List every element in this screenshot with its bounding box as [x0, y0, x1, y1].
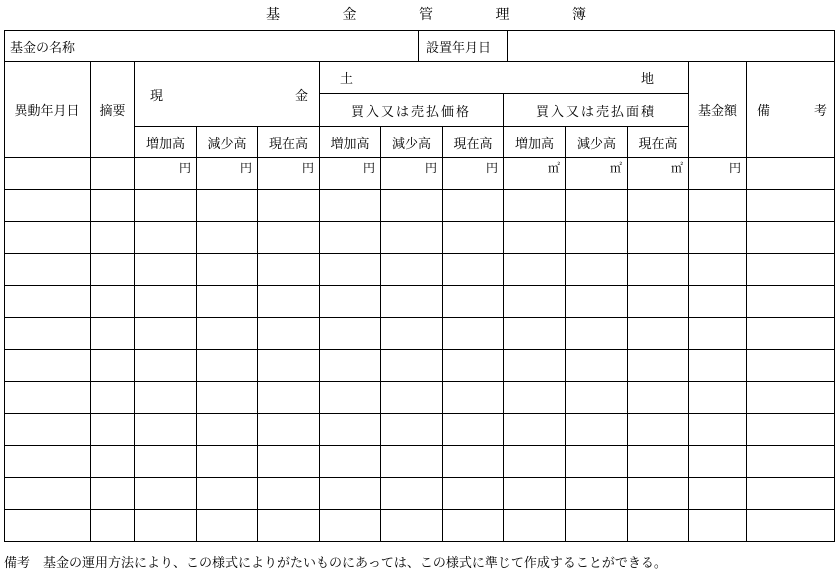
table-cell[interactable] — [135, 254, 196, 285]
table-cell[interactable] — [258, 350, 319, 381]
table-bottom-border — [4, 541, 835, 542]
fund-name-field[interactable] — [91, 31, 418, 61]
table-cell[interactable] — [628, 222, 688, 253]
grid-line — [746, 61, 747, 542]
row-line — [4, 477, 835, 478]
subheader-cell: 現在高 — [638, 136, 678, 152]
table-cell[interactable] — [381, 286, 442, 317]
subheader-cell: 現在高 — [268, 136, 308, 152]
table-cell[interactable] — [443, 190, 503, 221]
table-cell[interactable] — [504, 350, 565, 381]
header-top-border — [4, 30, 835, 31]
setup-date-label: 設置年月日 — [426, 40, 492, 56]
table-cell[interactable] — [258, 414, 319, 445]
table-cell[interactable] — [91, 510, 134, 541]
table-cell[interactable] — [258, 190, 319, 221]
row-line — [4, 189, 835, 190]
title-char: 簿 — [572, 7, 586, 23]
table-cell[interactable] — [91, 222, 134, 253]
table-cell[interactable] — [689, 286, 746, 317]
table-cell[interactable] — [320, 446, 380, 477]
table-cell[interactable] — [258, 318, 319, 349]
grid-line — [688, 61, 689, 542]
table-cell[interactable] — [689, 318, 746, 349]
table-cell[interactable] — [135, 318, 196, 349]
table-cell[interactable] — [689, 350, 746, 381]
table-cell[interactable] — [628, 478, 688, 509]
table-cell[interactable] — [197, 414, 257, 445]
table-cell[interactable] — [689, 510, 746, 541]
table-cell[interactable] — [443, 478, 503, 509]
row-line — [4, 157, 835, 158]
table-cell[interactable] — [566, 286, 627, 317]
table-cell[interactable] — [197, 190, 257, 221]
header-divider — [507, 30, 508, 62]
row-line — [4, 381, 835, 382]
table-cell[interactable] — [91, 414, 134, 445]
table-cell[interactable] — [258, 158, 319, 189]
land-header-divider — [319, 93, 689, 94]
table-cell[interactable] — [197, 158, 257, 189]
table-cell[interactable] — [747, 190, 834, 221]
row-line — [4, 221, 835, 222]
col-land-char: 地 — [640, 72, 654, 87]
unit-label: 円 — [178, 161, 191, 175]
col-cash-char: 現 — [150, 88, 164, 104]
table-cell[interactable] — [5, 350, 90, 381]
table-cell[interactable] — [504, 190, 565, 221]
table-cell[interactable] — [197, 382, 257, 413]
table-cell[interactable] — [628, 350, 688, 381]
table-cell[interactable] — [566, 222, 627, 253]
row-line — [4, 285, 835, 286]
fund-name-label: 基金の名称 — [10, 40, 76, 56]
table-cell[interactable] — [747, 510, 834, 541]
table-cell[interactable] — [566, 446, 627, 477]
col-land — [340, 62, 654, 93]
table-cell[interactable] — [5, 318, 90, 349]
table-cell[interactable] — [197, 318, 257, 349]
table-cell[interactable] — [91, 254, 134, 285]
unit-label: 円 — [424, 161, 437, 175]
unit-label: ㎡ — [547, 161, 560, 175]
table-cell[interactable] — [5, 158, 90, 189]
table-cell[interactable] — [504, 478, 565, 509]
table-cell[interactable] — [504, 158, 565, 189]
table-cell[interactable] — [135, 190, 196, 221]
table-cell[interactable] — [381, 158, 442, 189]
subheader-cell: 減少高 — [576, 136, 616, 152]
grid-line — [134, 61, 135, 542]
table-cell[interactable] — [135, 286, 196, 317]
table-cell[interactable] — [504, 254, 565, 285]
table-cell[interactable] — [91, 318, 134, 349]
table-cell[interactable] — [91, 446, 134, 477]
table-cell[interactable] — [197, 286, 257, 317]
table-cell[interactable] — [747, 158, 834, 189]
table-cell[interactable] — [628, 158, 688, 189]
table-cell[interactable] — [689, 222, 746, 253]
table-cell[interactable] — [504, 222, 565, 253]
table-cell[interactable] — [320, 286, 380, 317]
table-cell[interactable] — [628, 382, 688, 413]
table-cell[interactable] — [689, 414, 746, 445]
table-cell[interactable] — [566, 350, 627, 381]
unit-label: 円 — [301, 161, 314, 175]
table-cell[interactable] — [443, 414, 503, 445]
table-cell[interactable] — [747, 446, 834, 477]
table-cell[interactable] — [689, 478, 746, 509]
table-cell[interactable] — [747, 222, 834, 253]
table-cell[interactable] — [628, 414, 688, 445]
table-cell[interactable] — [747, 286, 834, 317]
table-cell[interactable] — [628, 286, 688, 317]
table-cell[interactable] — [5, 190, 90, 221]
col-remarks-char: 備 — [757, 104, 771, 119]
table-cell[interactable] — [91, 382, 134, 413]
col-cash-char: 金 — [294, 88, 308, 104]
table-cell[interactable] — [197, 350, 257, 381]
unit-label: 円 — [728, 161, 741, 175]
table-cell[interactable] — [504, 446, 565, 477]
table-cell[interactable] — [566, 382, 627, 413]
row-line — [4, 445, 835, 446]
col-change-date: 異動年月日 — [14, 104, 80, 119]
table-cell[interactable] — [197, 254, 257, 285]
table-cell[interactable] — [258, 222, 319, 253]
table-cell[interactable] — [320, 478, 380, 509]
table-cell[interactable] — [320, 382, 380, 413]
table-cell[interactable] — [566, 158, 627, 189]
subheader-cell: 増加高 — [514, 136, 554, 152]
table-cell[interactable] — [320, 510, 380, 541]
table-cell[interactable] — [689, 446, 746, 477]
table-cell[interactable] — [689, 382, 746, 413]
table-cell[interactable] — [504, 286, 565, 317]
table-cell[interactable] — [689, 254, 746, 285]
title-char: 基 — [266, 7, 280, 23]
table-cell[interactable] — [258, 286, 319, 317]
table-cell[interactable] — [443, 286, 503, 317]
header-divider — [418, 30, 419, 62]
table-cell[interactable] — [5, 254, 90, 285]
subheader-cell: 増加高 — [145, 136, 185, 152]
table-cell[interactable] — [135, 158, 196, 189]
subheader-cell: 増加高 — [330, 136, 370, 152]
table-cell[interactable] — [566, 414, 627, 445]
table-cell[interactable] — [747, 318, 834, 349]
table-cell[interactable] — [5, 510, 90, 541]
table-cell[interactable] — [689, 158, 746, 189]
table-cell[interactable] — [504, 382, 565, 413]
table-cell[interactable] — [566, 190, 627, 221]
row-line — [4, 253, 835, 254]
table-cell[interactable] — [197, 222, 257, 253]
table-cell[interactable] — [566, 478, 627, 509]
row-line — [4, 413, 835, 414]
table-cell[interactable] — [320, 414, 380, 445]
table-cell[interactable] — [381, 478, 442, 509]
table-cell[interactable] — [5, 382, 90, 413]
table-cell[interactable] — [566, 510, 627, 541]
table-cell[interactable] — [135, 222, 196, 253]
table-cell[interactable] — [197, 478, 257, 509]
table-cell[interactable] — [381, 510, 442, 541]
table-cell[interactable] — [258, 382, 319, 413]
table-cell[interactable] — [747, 382, 834, 413]
table-cell[interactable] — [628, 254, 688, 285]
table-cell[interactable] — [381, 350, 442, 381]
grid-line — [90, 61, 91, 542]
title-char: 理 — [495, 7, 510, 23]
table-cell[interactable] — [135, 446, 196, 477]
col-land-char: 土 — [340, 72, 354, 87]
unit-label: 円 — [485, 161, 498, 175]
col-cash — [150, 62, 308, 126]
title-char: 金 — [342, 7, 357, 23]
table-cell[interactable] — [747, 414, 834, 445]
col-fund-amount: 基金額 — [697, 104, 737, 119]
table-cell[interactable] — [135, 382, 196, 413]
row-line — [4, 509, 835, 510]
setup-date-field[interactable] — [508, 31, 834, 61]
table-cell[interactable] — [443, 382, 503, 413]
table-cell[interactable] — [5, 414, 90, 445]
table-cell[interactable] — [258, 510, 319, 541]
table-cell[interactable] — [443, 510, 503, 541]
table-cell[interactable] — [135, 478, 196, 509]
table-cell[interactable] — [566, 318, 627, 349]
header-bottom-border — [4, 61, 835, 62]
footnote: 備考 基金の運用方法により、この様式によりがたいものにあっては、この様式に準じて作成することができる。 — [4, 556, 667, 571]
row-line — [4, 349, 835, 350]
left-border — [4, 30, 5, 542]
right-border — [834, 30, 835, 542]
col-remarks-char: 考 — [813, 104, 827, 119]
col-remarks — [757, 62, 827, 157]
table-cell[interactable] — [628, 318, 688, 349]
table-cell[interactable] — [443, 222, 503, 253]
table-cell[interactable] — [5, 222, 90, 253]
table-cell[interactable] — [443, 158, 503, 189]
unit-label: 円 — [239, 161, 252, 175]
table-cell[interactable] — [91, 478, 134, 509]
table-cell[interactable] — [381, 414, 442, 445]
table-cell[interactable] — [91, 350, 134, 381]
subheader-top-border — [134, 126, 689, 127]
table-cell[interactable] — [320, 350, 380, 381]
table-cell[interactable] — [91, 286, 134, 317]
table-cell[interactable] — [628, 190, 688, 221]
table-cell[interactable] — [443, 318, 503, 349]
table-cell[interactable] — [504, 318, 565, 349]
subheader-cell: 現在高 — [453, 136, 493, 152]
table-cell[interactable] — [258, 254, 319, 285]
table-cell[interactable] — [320, 190, 380, 221]
table-cell[interactable] — [5, 478, 90, 509]
unit-label: ㎡ — [670, 161, 683, 175]
col-land-area: 買入又は売払面積 — [535, 104, 656, 120]
table-cell[interactable] — [135, 350, 196, 381]
table-cell[interactable] — [258, 478, 319, 509]
table-cell[interactable] — [443, 254, 503, 285]
table-cell[interactable] — [566, 254, 627, 285]
table-cell[interactable] — [320, 254, 380, 285]
unit-label: 円 — [362, 161, 375, 175]
grid-line — [319, 61, 320, 542]
table-cell[interactable] — [135, 414, 196, 445]
table-cell[interactable] — [381, 318, 442, 349]
table-cell[interactable] — [381, 254, 442, 285]
table-cell[interactable] — [689, 190, 746, 221]
col-land-price: 買入又は売払価格 — [350, 104, 471, 120]
title-char: 管 — [419, 7, 433, 23]
table-cell[interactable] — [381, 382, 442, 413]
row-line — [4, 317, 835, 318]
table-cell[interactable] — [258, 446, 319, 477]
table-cell[interactable] — [443, 446, 503, 477]
table-cell[interactable] — [381, 446, 442, 477]
table-cell[interactable] — [320, 158, 380, 189]
table-cell[interactable] — [91, 158, 134, 189]
table-cell[interactable] — [91, 190, 134, 221]
subheader-cell: 減少高 — [207, 136, 247, 152]
table-cell[interactable] — [320, 222, 380, 253]
table-cell[interactable] — [381, 190, 442, 221]
table-cell[interactable] — [443, 350, 503, 381]
table-cell[interactable] — [197, 510, 257, 541]
table-cell[interactable] — [628, 446, 688, 477]
table-cell[interactable] — [747, 478, 834, 509]
unit-label: ㎡ — [609, 161, 622, 175]
table-cell[interactable] — [504, 510, 565, 541]
table-cell[interactable] — [5, 286, 90, 317]
col-summary: 摘要 — [99, 104, 126, 119]
table-cell[interactable] — [197, 446, 257, 477]
table-cell[interactable] — [628, 510, 688, 541]
table-cell[interactable] — [747, 254, 834, 285]
table-cell[interactable] — [747, 350, 834, 381]
table-cell[interactable] — [320, 318, 380, 349]
table-cell[interactable] — [135, 510, 196, 541]
subheader-cell: 減少高 — [391, 136, 431, 152]
table-cell[interactable] — [5, 446, 90, 477]
table-cell[interactable] — [381, 222, 442, 253]
table-cell[interactable] — [504, 414, 565, 445]
